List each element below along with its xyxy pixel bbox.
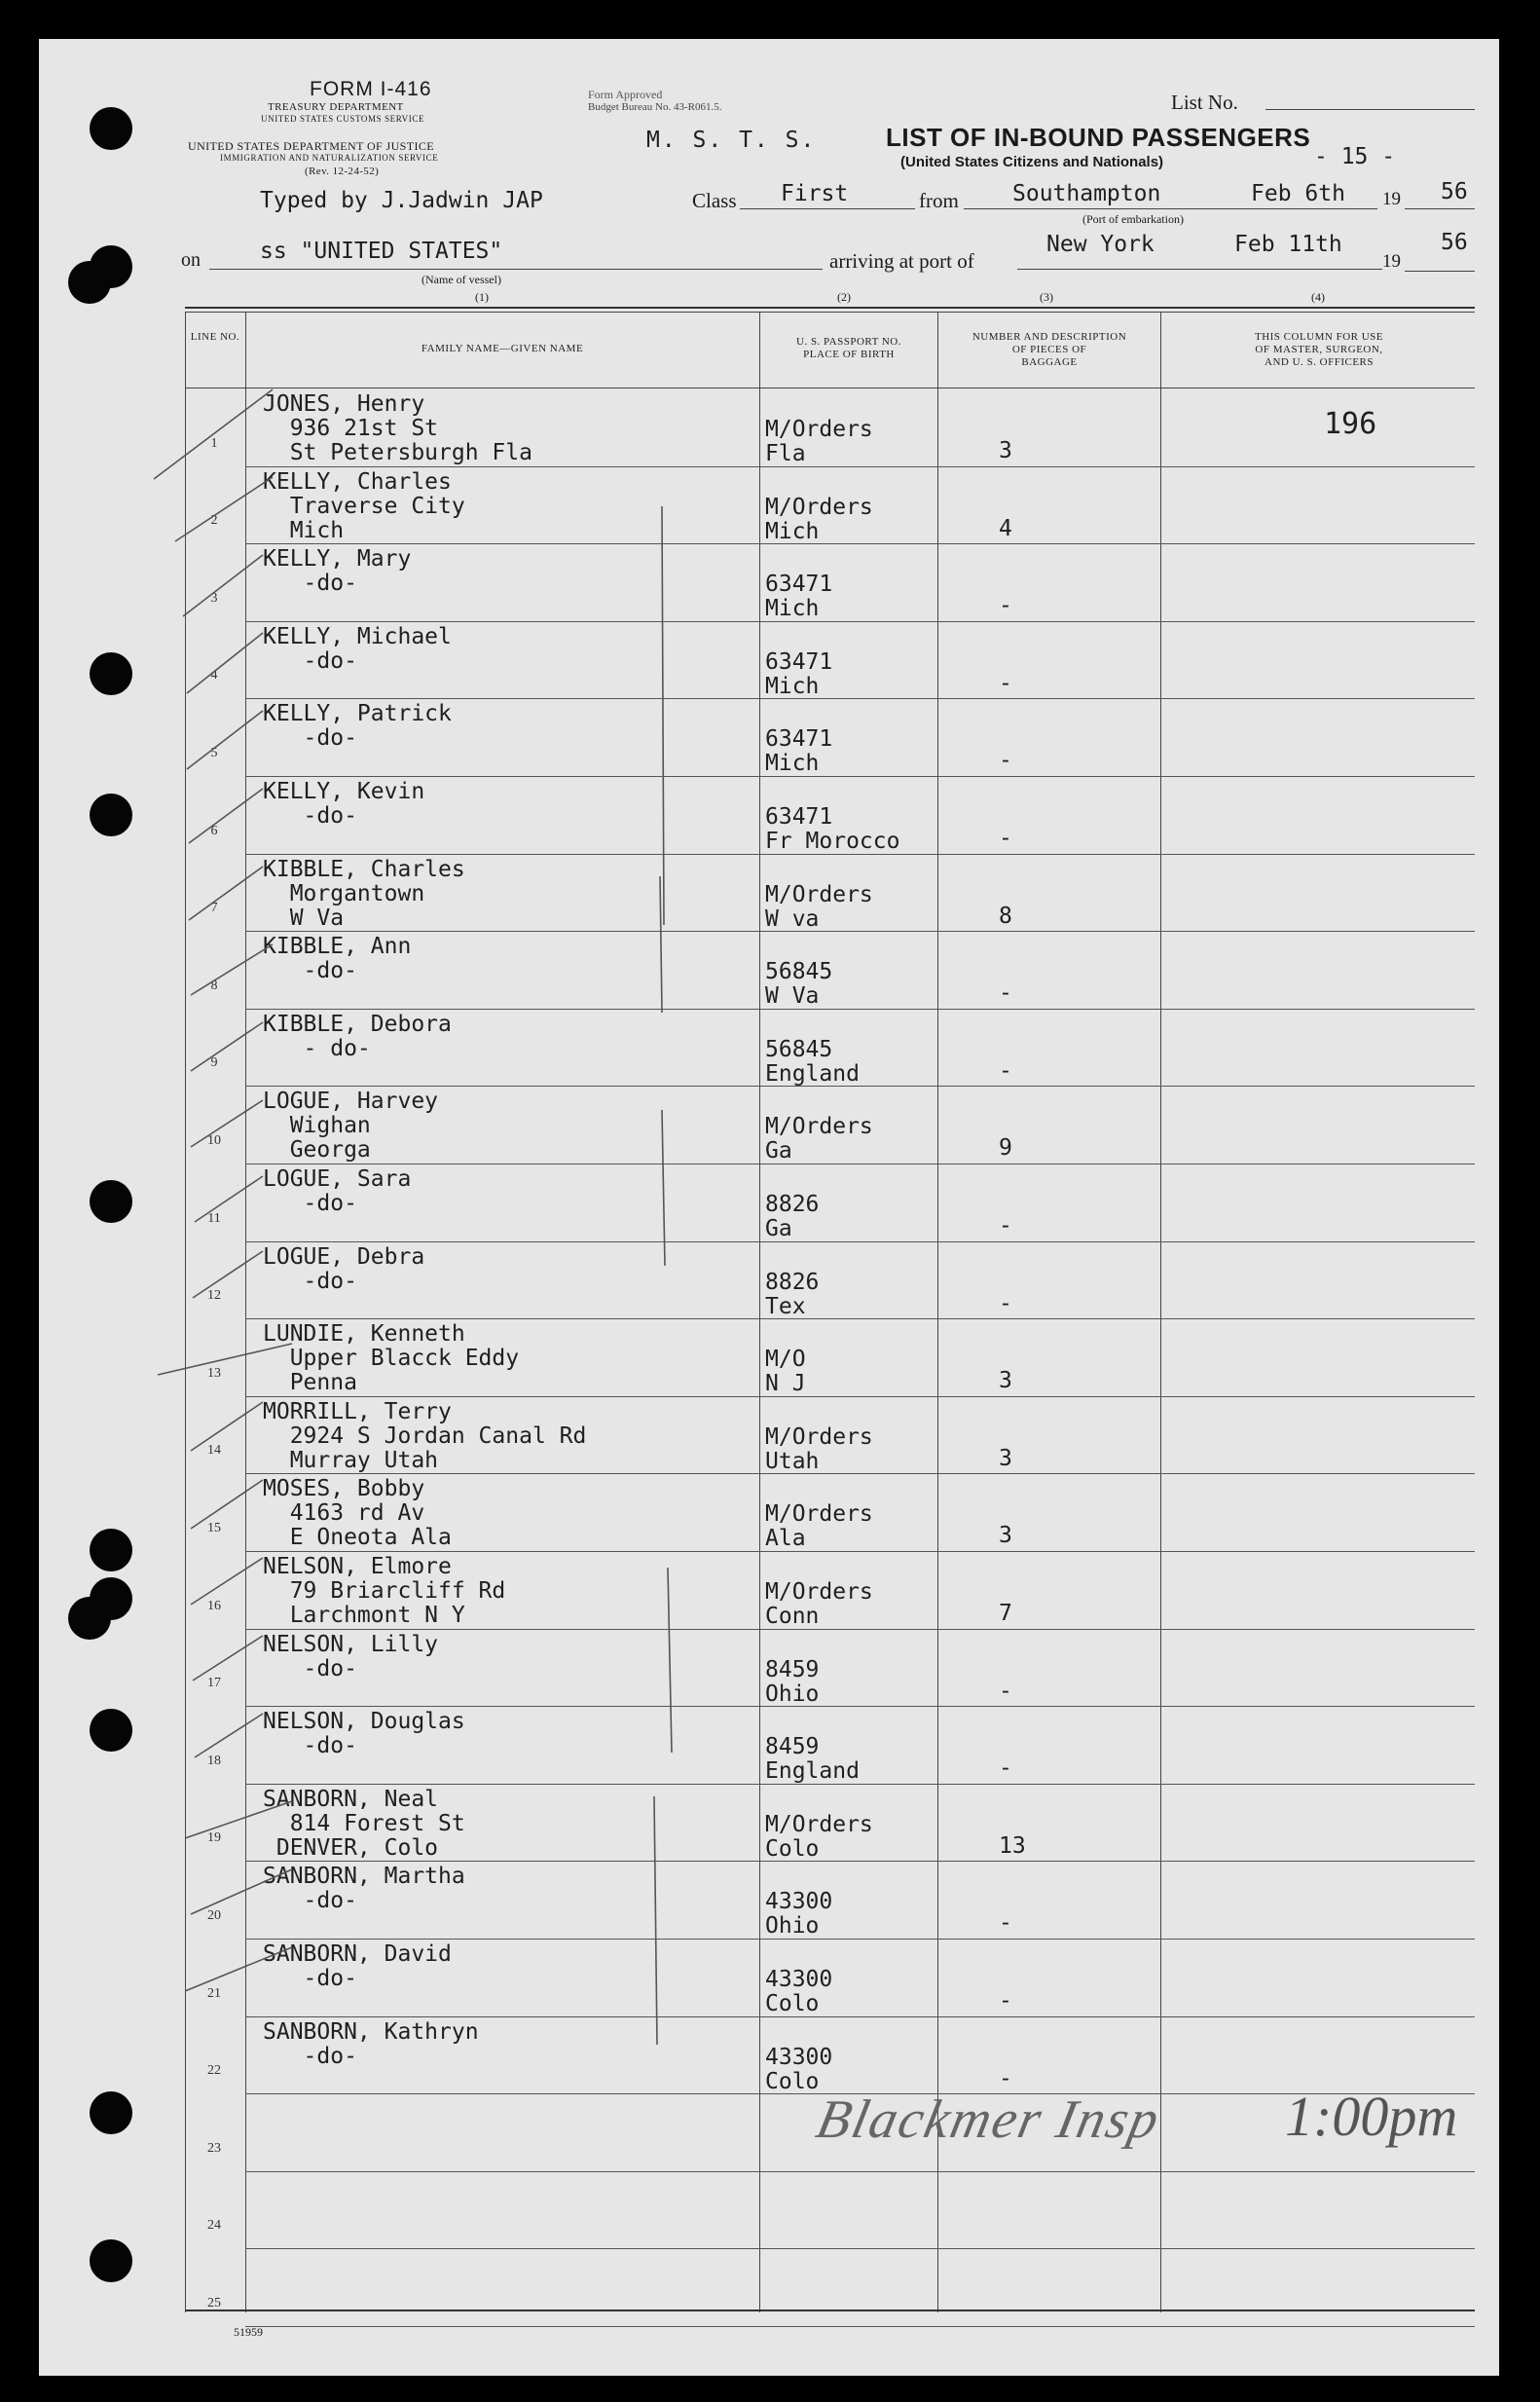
line-number: 24: [207, 2218, 221, 2234]
table-top-rule-2: [185, 312, 1475, 313]
passenger-address-1: -do-: [263, 1191, 357, 1216]
passenger-name: NELSON, Douglas: [263, 1709, 465, 1735]
passport-number: 8826: [765, 1192, 820, 1217]
passenger-address-1: Traverse City: [263, 493, 465, 519]
passport-number: 63471: [765, 648, 833, 675]
passenger-name: JONES, Henry: [263, 391, 425, 417]
line-number: 20: [207, 1907, 221, 1923]
line-number: 1: [210, 435, 218, 451]
birth-place: W va: [765, 905, 820, 932]
punch-hole: [90, 245, 132, 288]
baggage-count: 7: [999, 1601, 1012, 1626]
col-num-3: (3): [1040, 290, 1053, 304]
col-num-2: (2): [837, 290, 851, 304]
col-header-passport-1: U. S. PASSPORT NO.: [796, 336, 901, 348]
passenger-name: LOGUE, Debra: [263, 1243, 425, 1270]
baggage-count: -: [999, 593, 1012, 619]
list-title: LIST OF IN-BOUND PASSENGERS: [886, 123, 1311, 152]
baggage-count: 4: [999, 515, 1012, 541]
table-row: [0, 1785, 1460, 1863]
passenger-address-1: -do-: [263, 647, 357, 674]
table-row: [0, 544, 1460, 622]
line-number: 22: [207, 2063, 221, 2079]
birth-place: Fr Morocco: [765, 829, 900, 854]
passenger-address-2: E Oneota Ala: [263, 1525, 452, 1551]
passenger-name: KELLY, Charles: [263, 468, 452, 495]
birth-place: Ohio: [765, 1681, 820, 1707]
passenger-address-1: -do-: [263, 1268, 357, 1294]
line-number: 2: [210, 513, 218, 529]
line-number: 7: [210, 901, 218, 916]
passport-number: 63471: [765, 804, 833, 830]
col-header-name: FAMILY NAME—GIVEN NAME: [421, 343, 584, 354]
birth-place: Mich: [765, 751, 820, 777]
passport-number: 8826: [765, 1269, 820, 1295]
passport-number: M/Orders: [765, 1579, 873, 1605]
birth-place: N J: [765, 1371, 806, 1397]
passenger-name: NELSON, Lilly: [263, 1631, 439, 1657]
passport-number: M/Orders: [765, 1423, 873, 1450]
passenger-name: KELLY, Patrick: [263, 701, 452, 727]
baggage-count: 3: [999, 438, 1012, 463]
birth-place: Mich: [765, 596, 820, 622]
arrive-port: New York: [1046, 232, 1155, 257]
officer-note: 196: [1324, 407, 1377, 441]
birth-place: Ga: [765, 1138, 792, 1164]
form-revision: (Rev. 12-24-52): [305, 166, 380, 177]
baggage-count: -: [999, 2065, 1012, 2091]
depart-date: Feb 6th: [1251, 181, 1345, 206]
year-1: 56: [1441, 179, 1468, 204]
passport-number: M/Orders: [765, 417, 873, 442]
passenger-name: LOGUE, Harvey: [263, 1089, 439, 1115]
dept-line-4: IMMIGRATION AND NATURALIZATION SERVICE: [220, 153, 439, 163]
baggage-count: -: [999, 1213, 1012, 1238]
line-number: 14: [207, 1443, 221, 1459]
passenger-address-2: Larchmont N Y: [263, 1603, 465, 1628]
table-row: [0, 1707, 1460, 1785]
punch-hole: [90, 107, 132, 150]
port-embark-label: (Port of embarkation): [1082, 212, 1184, 226]
table-row: [0, 1087, 1460, 1164]
form-approved: Form Approved: [588, 88, 663, 101]
baggage-count: 9: [999, 1135, 1012, 1162]
passenger-address-1: 814 Forest St: [263, 1810, 465, 1836]
passport-number: M/Orders: [765, 1811, 873, 1837]
table-row: [0, 2017, 1460, 2095]
passenger-name: KIBBLE, Debora: [263, 1011, 452, 1037]
col-header-passport-2: PLACE OF BIRTH: [803, 349, 895, 360]
passport-number: 8459: [765, 1734, 820, 1760]
col-num-1: (1): [475, 290, 489, 304]
table-row: [0, 1552, 1460, 1630]
dept-line-2: UNITED STATES CUSTOMS SERVICE: [261, 114, 425, 124]
table-row: [0, 2094, 1460, 2172]
passenger-address-1: 79 Briarcliff Rd: [263, 1578, 506, 1604]
passenger-address-1: -do-: [263, 2043, 357, 2069]
col-header-officers-1: THIS COLUMN FOR USE: [1254, 331, 1384, 343]
line-number: 9: [210, 1055, 218, 1071]
table-row: [0, 1319, 1460, 1397]
passport-number: 43300: [765, 2044, 833, 2070]
birth-place: Mich: [765, 673, 820, 699]
baggage-count: 3: [999, 1523, 1012, 1549]
passenger-address-2: St Petersburgh Fla: [263, 440, 532, 465]
table-top-rule: [185, 307, 1475, 309]
baggage-count: 3: [999, 1368, 1012, 1394]
passenger-address-2: DENVER, Colo: [263, 1834, 439, 1861]
col-header-line-no: LINE NO.: [190, 331, 240, 343]
col-header-baggage-3: BAGGAGE: [1021, 356, 1078, 368]
col-num-4: (4): [1311, 290, 1325, 304]
table-row: [0, 855, 1460, 933]
passenger-address-2: Mich: [263, 517, 345, 543]
passenger-name: KIBBLE, Charles: [263, 856, 465, 882]
arriving-label: arriving at port of: [829, 249, 974, 273]
birth-place: Mich: [765, 518, 820, 544]
baggage-count: -: [999, 1678, 1012, 1704]
passenger-address-1: -do-: [263, 725, 357, 752]
passenger-name: MORRILL, Terry: [263, 1398, 452, 1424]
baggage-count: -: [999, 980, 1012, 1007]
passport-number: 63471: [765, 572, 833, 598]
list-no-label: List No.: [1171, 91, 1238, 114]
passenger-name: LOGUE, Sara: [263, 1166, 412, 1192]
baggage-count: -: [999, 1910, 1012, 1937]
line-number: 8: [210, 978, 218, 993]
passenger-name: SANBORN, Neal: [263, 1786, 439, 1812]
class-underline: [740, 208, 915, 209]
birth-place: Colo: [765, 1835, 820, 1862]
passport-number: 43300: [765, 1967, 833, 1992]
form-code: 51959: [234, 2325, 263, 2339]
table-row: [0, 1242, 1460, 1320]
baggage-count: -: [999, 748, 1012, 774]
vessel-label: (Name of vessel): [422, 273, 501, 286]
table-row: [0, 2249, 1460, 2327]
year-prefix-2: 19: [1382, 251, 1401, 272]
passport-number: M/O: [765, 1347, 806, 1373]
table-row: [0, 1397, 1460, 1475]
list-no-value: - 15 -: [1314, 144, 1396, 169]
line-number: 12: [207, 1288, 221, 1304]
budget-bureau: Budget Bureau No. 43-R061.5.: [588, 101, 722, 113]
birth-place: Colo: [765, 2068, 820, 2094]
baggage-count: -: [999, 1988, 1012, 2014]
arrive-date: Feb 11th: [1234, 232, 1342, 257]
col-header-baggage-1: NUMBER AND DESCRIPTION: [972, 331, 1127, 343]
birth-place: England: [765, 1060, 860, 1087]
table-row: [0, 389, 1460, 467]
from-underline: [964, 208, 1377, 209]
row-rule: [245, 2326, 1475, 2327]
table-row: [0, 1164, 1460, 1242]
line-number: 5: [210, 745, 218, 760]
dept-line-1: TREASURY DEPARTMENT: [268, 101, 404, 113]
passenger-address-1: Upper Blacck Eddy: [263, 1346, 520, 1372]
birth-place: Conn: [765, 1604, 820, 1629]
line-number: 21: [207, 1985, 221, 2001]
line-number: 16: [207, 1598, 221, 1613]
passenger-address-1: -do-: [263, 571, 357, 597]
col-header-baggage-2: OF PIECES OF: [1011, 344, 1087, 355]
year-prefix-1: 19: [1382, 189, 1401, 209]
passenger-address-1: 936 21st St: [263, 416, 439, 441]
baggage-count: -: [999, 1755, 1012, 1782]
line-number: 18: [207, 1753, 221, 1768]
inspector-time: 1:00pm: [1285, 2085, 1458, 2148]
passport-number: M/Orders: [765, 881, 873, 907]
line-number: 15: [207, 1520, 221, 1535]
passport-number: M/Orders: [765, 1501, 873, 1528]
passenger-address-1: 4163 rd Av: [263, 1500, 425, 1527]
form-number: FORM I-416: [310, 78, 432, 100]
year-underline-2: [1405, 271, 1475, 272]
baggage-count: 3: [999, 1445, 1012, 1471]
from-label: from: [919, 189, 959, 212]
passport-number: 56845: [765, 959, 833, 985]
table-row: [0, 699, 1460, 777]
class-value: First: [781, 181, 849, 206]
line-number: 23: [207, 2140, 221, 2156]
table-row: [0, 1862, 1460, 1940]
passenger-address-2: W Va: [263, 905, 345, 931]
line-number: 13: [207, 1365, 221, 1381]
list-no-underline: [1265, 109, 1475, 110]
line-number: 10: [207, 1132, 221, 1148]
arrive-underline: [1017, 269, 1382, 270]
passenger-name: SANBORN, Kathryn: [263, 2018, 479, 2045]
birth-place: Utah: [765, 1448, 820, 1474]
passenger-name: KELLY, Michael: [263, 623, 452, 649]
passenger-address-2: Penna: [263, 1370, 357, 1396]
table-row: [0, 1010, 1460, 1088]
on-label: on: [181, 249, 201, 271]
birth-place: Colo: [765, 1991, 820, 2016]
passport-number: 8459: [765, 1656, 820, 1682]
passenger-address-1: Morgantown: [263, 880, 425, 906]
birth-place: Ohio: [765, 1913, 820, 1940]
table-row: [0, 622, 1460, 700]
table-row: [0, 467, 1460, 545]
passport-number: M/Orders: [765, 494, 873, 520]
passenger-address-1: -do-: [263, 958, 357, 984]
baggage-count: -: [999, 826, 1012, 851]
passport-number: M/Orders: [765, 1114, 873, 1140]
birth-place: Ga: [765, 1216, 792, 1241]
typed-by: Typed by J.Jadwin JAP: [260, 188, 543, 213]
birth-place: Fla: [765, 441, 806, 466]
baggage-count: -: [999, 1290, 1012, 1316]
birth-place: Ala: [765, 1526, 806, 1552]
passenger-address-1: - do-: [263, 1035, 371, 1061]
passenger-address-1: Wighan: [263, 1113, 371, 1139]
col-header-officers-3: AND U. S. OFFICERS: [1265, 356, 1374, 368]
birth-place: England: [765, 1758, 860, 1785]
year-2: 56: [1441, 230, 1468, 255]
table-row: [0, 2172, 1460, 2250]
passenger-address-2: Georga: [263, 1137, 371, 1164]
birth-place: Tex: [765, 1293, 806, 1319]
msts: M. S. T. S.: [646, 128, 817, 153]
passenger-address-1: -do-: [263, 1888, 357, 1914]
from-value: Southampton: [1012, 181, 1161, 206]
baggage-count: 8: [999, 903, 1012, 929]
passenger-address-1: -do-: [263, 1733, 357, 1759]
line-number: 6: [210, 823, 218, 838]
table-row: [0, 777, 1460, 855]
passport-number: 56845: [765, 1036, 833, 1062]
table-row: [0, 1940, 1460, 2017]
line-number: 11: [207, 1210, 221, 1226]
passenger-name: NELSON, Elmore: [263, 1554, 452, 1579]
passenger-address-2: Murray Utah: [263, 1447, 439, 1473]
baggage-count: -: [999, 1057, 1012, 1084]
baggage-count: -: [999, 670, 1012, 696]
passenger-name: SANBORN, Martha: [263, 1864, 465, 1890]
vessel-underline: [209, 269, 823, 270]
passenger-address-1: 2924 S Jordan Canal Rd: [263, 1423, 587, 1449]
table-row: [0, 932, 1460, 1010]
passenger-name: KELLY, Mary: [263, 546, 412, 573]
passenger-address-1: -do-: [263, 1966, 357, 1991]
passenger-name: SANBORN, David: [263, 1941, 452, 1967]
passenger-address-1: -do-: [263, 1655, 357, 1681]
passport-number: 43300: [765, 1889, 833, 1915]
dept-line-3: UNITED STATES DEPARTMENT OF JUSTICE: [188, 139, 435, 153]
class-label: Class: [692, 189, 737, 212]
year-underline-1: [1405, 208, 1475, 209]
vessel: ss "UNITED STATES": [260, 239, 503, 264]
col-header-officers-2: OF MASTER, SURGEON,: [1255, 344, 1383, 355]
passenger-name: KELLY, Kevin: [263, 779, 425, 804]
passenger-name: LUNDIE, Kenneth: [263, 1321, 465, 1348]
passport-number: 63471: [765, 726, 833, 753]
line-number: 25: [207, 2295, 221, 2310]
line-number: 3: [210, 590, 218, 606]
passenger-name: KIBBLE, Ann: [263, 934, 412, 960]
line-number: 4: [210, 668, 218, 684]
line-number: 19: [207, 1830, 221, 1846]
birth-place: W Va: [765, 983, 820, 1010]
passenger-name: MOSES, Bobby: [263, 1476, 425, 1502]
passenger-address-1: -do-: [263, 803, 357, 829]
list-subtitle: (United States Citizens and Nationals): [900, 154, 1164, 170]
table-row: [0, 1630, 1460, 1708]
baggage-count: 13: [999, 1832, 1026, 1859]
line-number: 17: [207, 1676, 221, 1691]
table-row: [0, 1474, 1460, 1552]
inspector-signature: Blackmer Insp: [811, 2089, 1166, 2150]
